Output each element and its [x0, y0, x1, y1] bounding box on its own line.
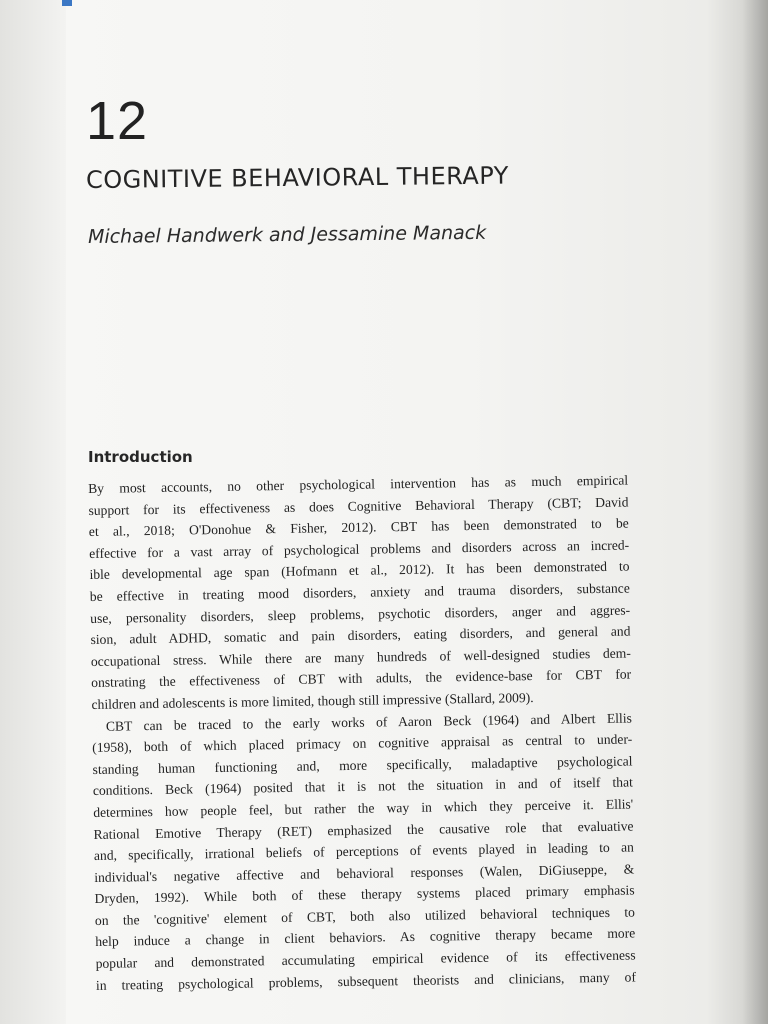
text-line: (1958), both of which placed primacy on cognitive appraisal as central to under-	[92, 731, 633, 756]
spine-shadow	[742, 0, 768, 1024]
text-line: determines how people feel, but rather the way in which they perceive it. Ellis'	[93, 796, 634, 820]
chapter-authors: Michael Handwerk and Jessamine Manack	[87, 221, 487, 248]
text-line: occupational stress. While there are many hundreds of well-designed studies dem-	[90, 645, 631, 669]
text-line: be effective in treating mood disorders, anxiety and trauma disorders, substance	[89, 580, 630, 604]
text-line: onstrating the effectiveness of CBT with adults, the evidence-base for CBT for	[91, 666, 632, 691]
text-line: popular and demonstrated accumulating empirical evidence of its effectiveness	[95, 947, 636, 972]
text-line: Rational Emotive Therapy (RET) emphasized the causative role that evaluative	[93, 817, 634, 842]
text-line: standing human functioning and, more specifically, maladaptive psychological	[92, 753, 633, 777]
text-line: in treating psychological problems, subsequent theorists and clinicians, many of	[95, 969, 637, 993]
section-heading-introduction: Introduction	[88, 448, 193, 466]
text-line: conditions. Beck (1964) posited that it is not the situation in and of itself that	[92, 774, 633, 799]
text-line: individual's negative affective and behavioral responses (Walen, DiGiuseppe, &	[94, 861, 635, 885]
paragraph-1	[88, 470, 632, 716]
text-line: CBT can be traced to the early works of Aaron Beck (1964) and Albert Ellis	[105, 710, 632, 734]
text-line: Dryden, 1992). While both of these therapy systems placed primary emphasis	[94, 882, 635, 907]
text-line: ible developmental age span (Hofmann et al., 2012). It has been demonstrated to	[89, 558, 630, 583]
chapter-title: COGNITIVE BEHAVIORAL THERAPY	[85, 161, 510, 194]
text-line: use, personality disorders, sleep problems, psychotic disorders, anger and aggres-	[90, 602, 631, 626]
text-line: children and adolescents is more limited, though still impressive (Stallard, 2009).	[91, 689, 534, 712]
text-line: on the 'cognitive' element of CBT, both also utilized behavioral techniques to	[94, 904, 635, 928]
text-line: sion, adult ADHD, somatic and pain disorders, eating disorders, and general and	[90, 623, 631, 648]
text-line: By most accounts, no other psychological intervention has as much empirical	[88, 472, 629, 496]
text-line: and, specifically, irrational beliefs of perceptions of events played in leading to an	[93, 839, 634, 864]
text-line: effective for a vast array of psychological problems and disorders across an incred-	[89, 537, 630, 561]
text-line: et al., 2018; O'Donohue & Fisher, 2012). CBT has been demonstrated to be	[88, 515, 629, 540]
chapter-number: 12	[86, 91, 149, 151]
paragraph-2	[92, 707, 636, 996]
body-text	[88, 470, 636, 997]
text-line: help induce a change in client behaviors. As cognitive therapy became more	[95, 925, 636, 950]
corner-tab-mark	[62, 0, 72, 6]
text-line: support for its effectiveness as does Cognitive Behavioral Therapy (CBT; David	[88, 494, 629, 518]
page-gutter	[0, 0, 66, 1024]
